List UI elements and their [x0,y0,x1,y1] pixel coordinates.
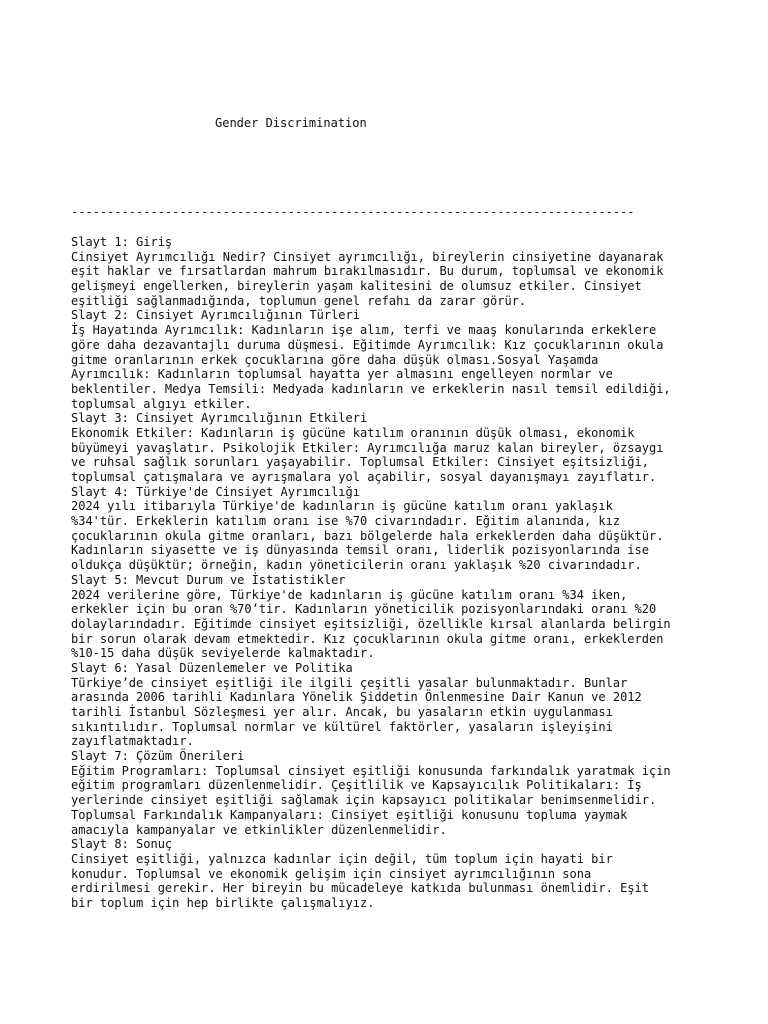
text-line: Eğitim Programları: Toplumsal cinsiyet eşitliği konusunda farkındalık yaratmak için [71,763,671,778]
text-line: bir toplum için hep birlikte çalışmalıyız. [71,895,375,910]
text-line: Toplumsal Farkındalık Kampanyaları: Cinsiyet eşitliği konusunu topluma yaymak [71,807,628,822]
text-line: toplumsal algıyı etkiler. [71,396,252,411]
text-line: oldukça düşüktür; örneğin, kadın yöneticilerin oranı yaklaşık %20 civarındadır. [71,558,642,573]
text-line: Türkiye’de cinsiyet eşitliği ile ilgili çeşitli yasalar bulunmaktadır. Bunlar [71,675,628,690]
text-line: toplumsal çatışmalara ve ayrışmalara yol açabilir, sosyal dayanışmayı zayıflatır. [71,470,657,484]
text-line: 2024 yılı itibarıyla Türkiye'de kadınların iş gücüne katılım oranı yaklaşık [71,499,613,514]
text-line: çocuklarının okula gitme oranları, bazı bölgelerde hala erkeklerden daha düşüktür. [71,528,664,543]
text-line: büyümeyi yavaşlatır. Psikolojik Etkiler: Ayrımcılığa maruz kalan bireyler, özsaygı [71,440,664,455]
text-line: eğitim programları düzenlenmelidir. Çeşitlilik ve Kapsayıcılık Politikaları: İş [71,778,642,793]
text-line: eşit haklar ve fırsatlardan mahrum bırakılmasıdır. Bu durum, toplumsal ve ekonomik [71,264,664,279]
text-line: konudur. Toplumsal ve ekonomik gelişim için cinsiyet ayrımcılığının sona [71,866,592,881]
text-line: gelişmeyi engellerken, bireylerin yaşam kalitesini de olumsuz etkiler. Cinsiyet [71,279,642,294]
text-line: bir sorun olarak devam etmektedir. Kız çocuklarının okula gitme oranı, erkeklerden [71,631,664,646]
text-line: göre daha dezavantajlı duruma düşmesi. Eğitimde Ayrımcılık: Kız çocuklarının okula [71,337,664,352]
text-line: dolaylarındadır. Eğitimde cinsiyet eşitsizliği, özellikle kırsal alanlarda belirgin [71,616,671,631]
document-body [71,235,761,911]
text-line: Slayt 1: Giriş [71,235,173,249]
text-line: eşitliği sağlanmadığında, toplumun genel refahı da zarar görür. [71,293,527,308]
text-line: zayıflatmaktadır. [71,734,194,749]
text-line: Cinsiyet Ayrımcılığı Nedir? Cinsiyet ayrımcılığı, bireylerin cinsiyetine dayanarak [71,249,664,264]
text-line: arasında 2006 tarihli Kadınlara Yönelik Şiddetin Önlenmesine Dair Kanun ve 2012 [71,690,642,705]
text-line: İş Hayatında Ayrımcılık: Kadınların işe alım, terfi ve maaş konularında erkeklere [71,323,657,338]
text-line: Slayt 3: Cinsiyet Ayrımcılığının Etkileri [71,411,368,426]
text-line: beklentiler. Medya Temsili: Medyada kadınların ve erkeklerin nasıl temsil edildiği, [71,381,671,396]
text-line: sıkıntılıdır. Toplumsal normlar ve kültürel faktörler, yasaların işleyişini [71,719,613,734]
text-line: Kadınların siyasette ve iş dünyasında temsil oranı, liderlik pozisyonlarında ise [71,543,649,558]
text-line: Slayt 6: Yasal Düzenlemeler ve Politika [71,660,353,675]
text-line: %34'tür. Erkeklerin katılım oranı ise %70 civarındadır. Eğitim alanında, kız [71,514,621,529]
text-line: 2024 verilerine göre, Türkiye'de kadınların iş gücüne katılım oranı %34 iken, [71,587,628,602]
text-line: Slayt 8: Sonuç [71,837,173,852]
text-line: ve ruhsal sağlık sorunları yaşayabilir. Toplumsal Etkiler: Cinsiyet eşitsizliği, [71,455,649,470]
text-line: Slayt 4: Türkiye'de Cinsiyet Ayrımcılığı [71,484,360,499]
text-line: Cinsiyet eşitliği, yalnızca kadınlar için değil, tüm toplum için hayati bir [71,851,613,866]
text-line: erkekler için bu oran %70’tir. Kadınların yöneticilik pozisyonlarındaki oranı %20 [71,602,657,617]
text-line: %10-15 daha düşük seviyelerde kalmaktadır. [71,646,375,661]
text-line: amacıyla kampanyalar ve etkinlikler düzenlenmelidir. [71,822,447,837]
text-line: Slayt 5: Mevcut Durum ve İstatistikler [71,572,346,587]
text-line: Ayrımcılık: Kadınların toplumsal hayatta yer almasını engelleyen normlar ve [71,367,613,382]
text-line: tarihli İstanbul Sözleşmesi yer alır. Ancak, bu yasaların etkin uygulanması [71,705,613,719]
document-title: Gender Discrimination [215,116,367,130]
text-line: erdirilmesi gerekir. Her bireyin bu mücadeleye katkıda bulunması önemlidir. Eşit [71,881,649,896]
text-line: Ekonomik Etkiler: Kadınların iş gücüne katılım oranının düşük olması, ekonomik [71,425,635,440]
text-line: yerlerinde cinsiyet eşitliği sağlamak için kapsayıcı politikalar benimsenmelidir. [71,793,657,808]
divider-line: ------------------------------------------------------------------------------ [71,205,635,219]
text-line: Slayt 2: Cinsiyet Ayrımcılığının Türleri [71,308,360,323]
text-line: Slayt 7: Çözüm Önerileri [71,749,245,764]
text-line: gitme oranlarının erkek çocuklarına göre daha düşük olması.Sosyal Yaşamda [71,352,599,367]
